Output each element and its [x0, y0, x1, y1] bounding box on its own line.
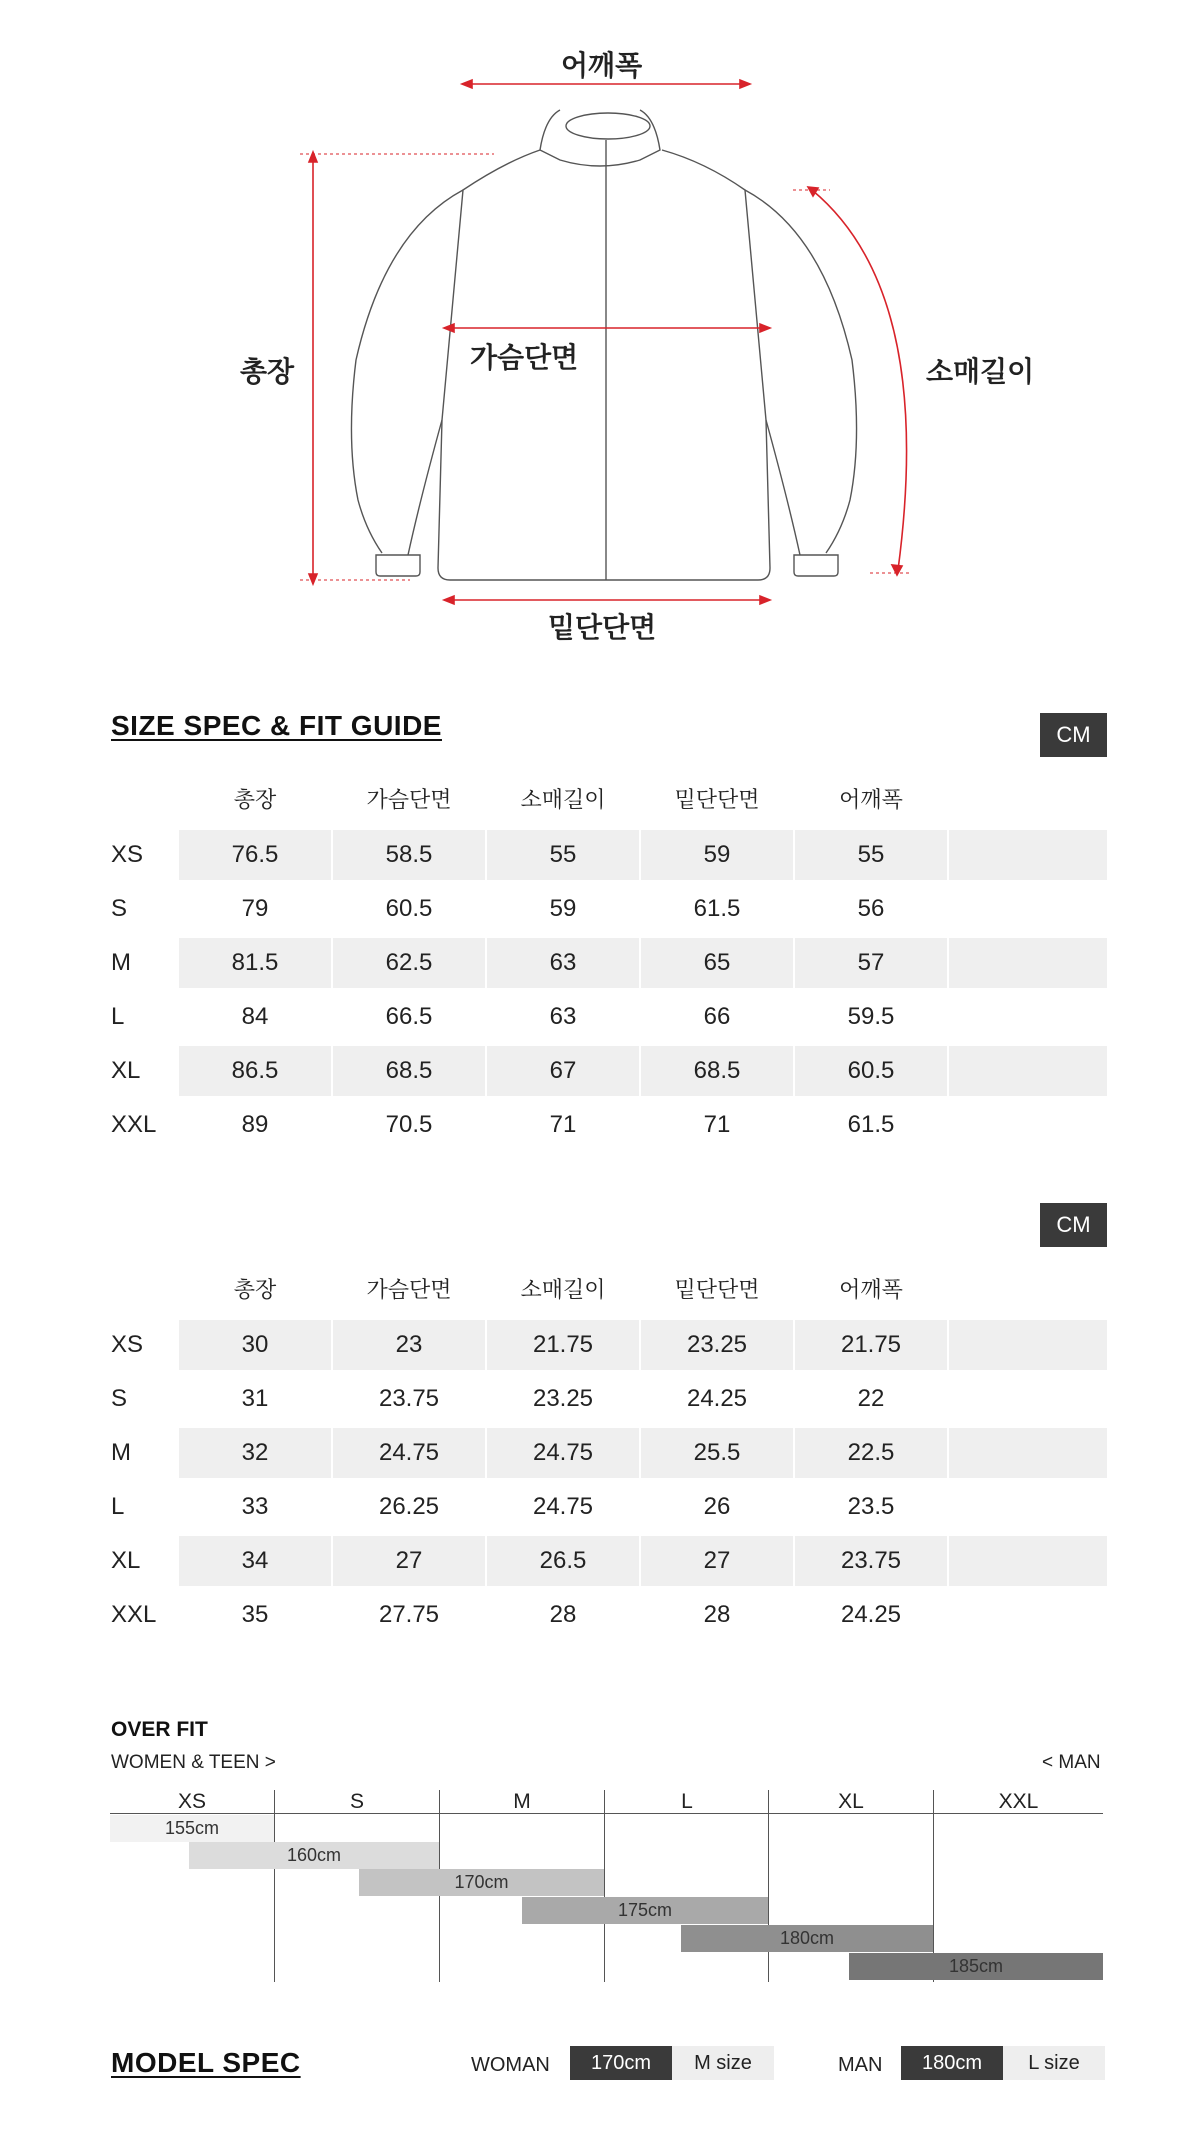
cell-total-length: 81.5 — [179, 938, 331, 988]
cell-chest: 27 — [333, 1536, 485, 1586]
row-size: XXL — [111, 1601, 157, 1628]
woman-size: M size — [672, 2046, 774, 2080]
table-row — [111, 1428, 1107, 1478]
table-row — [111, 1100, 1107, 1150]
cell-shoulder: 24.25 — [840, 1601, 902, 1628]
cell-sleeve: 26.5 — [487, 1536, 639, 1586]
row-size: XL — [111, 1057, 141, 1084]
cell-hem: 27 — [641, 1536, 793, 1586]
cell-total-length: 86.5 — [179, 1046, 331, 1096]
cell-hem: 26 — [703, 1493, 731, 1520]
cell-hem: 25.5 — [641, 1428, 793, 1478]
left-cuff — [376, 555, 420, 576]
cell-sleeve: 21.75 — [487, 1320, 639, 1370]
cell-chest: 27.75 — [378, 1601, 440, 1628]
size-table-cm-2 — [111, 1260, 1107, 1640]
cell-sleeve: 24.75 — [532, 1493, 594, 1520]
jacket-diagram — [0, 0, 1201, 660]
fit-bar-185: 185cm — [849, 1953, 1103, 1980]
cell-shoulder: 57 — [795, 938, 947, 988]
cell-total-length: 35 — [241, 1601, 269, 1628]
cell-shoulder: 55 — [795, 830, 947, 880]
cell-shoulder: 56 — [857, 895, 885, 922]
size-spec-title: SIZE SPEC & FIT GUIDE — [111, 710, 442, 741]
table-row — [111, 1590, 1107, 1640]
header-shoulder: 어깨폭 — [839, 787, 903, 813]
cell-total-length: 33 — [241, 1493, 269, 1520]
cell-sleeve: 23.25 — [532, 1385, 594, 1412]
cell-shoulder: 60.5 — [795, 1046, 947, 1096]
cell-sleeve: 63 — [549, 1003, 577, 1030]
cell-chest: 24.75 — [333, 1428, 485, 1478]
cell-chest: 23 — [333, 1320, 485, 1370]
right-cuff — [794, 555, 838, 576]
cell-hem: 66 — [703, 1003, 731, 1030]
cell-empty — [949, 830, 1107, 880]
cell-chest: 60.5 — [385, 895, 433, 922]
fit-bar-155: 155cm — [110, 1815, 274, 1842]
cell-chest: 62.5 — [333, 938, 485, 988]
row-size: L — [111, 1003, 125, 1030]
fit-bar-170: 170cm — [359, 1869, 604, 1896]
header-total-length: 총장 — [233, 1277, 277, 1303]
table-row — [111, 1046, 1107, 1096]
fit-divider — [274, 1790, 275, 1982]
cell-chest: 26.25 — [378, 1493, 440, 1520]
cell-sleeve: 55 — [487, 830, 639, 880]
table-header — [111, 770, 1107, 826]
fit-bar-180: 180cm — [681, 1925, 933, 1952]
cell-sleeve: 59 — [549, 895, 577, 922]
cell-hem: 68.5 — [641, 1046, 793, 1096]
cell-hem: 24.25 — [686, 1385, 748, 1412]
cell-shoulder: 22.5 — [795, 1428, 947, 1478]
row-size: M — [111, 949, 131, 976]
cell-shoulder: 61.5 — [847, 1111, 895, 1138]
cell-chest: 68.5 — [333, 1046, 485, 1096]
cell-hem: 65 — [641, 938, 793, 988]
table-row — [111, 1374, 1107, 1424]
cell-hem: 23.25 — [641, 1320, 793, 1370]
cell-total-length: 84 — [241, 1003, 269, 1030]
cell-sleeve: 28 — [549, 1601, 577, 1628]
chest-label: 가슴단면 — [470, 341, 579, 374]
fit-size-xl: XL — [838, 1790, 864, 1813]
header-total-length: 총장 — [233, 787, 277, 813]
cell-chest: 66.5 — [385, 1003, 433, 1030]
header-chest: 가슴단면 — [366, 1277, 452, 1303]
cell-total-length: 31 — [241, 1385, 269, 1412]
fit-size-l: L — [681, 1790, 693, 1813]
table-row — [111, 992, 1107, 1042]
collar-opening — [566, 113, 650, 139]
cell-empty — [949, 1536, 1107, 1586]
cell-hem: 28 — [703, 1601, 731, 1628]
unit-badge-cm: CM — [1040, 1203, 1107, 1247]
cell-shoulder: 23.5 — [847, 1493, 895, 1520]
cell-shoulder: 21.75 — [795, 1320, 947, 1370]
table-row — [111, 830, 1107, 880]
cell-shoulder: 23.75 — [795, 1536, 947, 1586]
fit-size-xs: XS — [177, 1790, 206, 1813]
fit-divider — [604, 1790, 605, 1982]
hem-label: 밑단단면 — [548, 611, 657, 644]
row-size: L — [111, 1493, 125, 1520]
table-row — [111, 1536, 1107, 1586]
total-length-label: 총장 — [240, 355, 295, 388]
table-row — [111, 884, 1107, 934]
table-header — [111, 1260, 1107, 1316]
woman-height: 170cm — [570, 2046, 672, 2080]
cell-hem: 59 — [641, 830, 793, 880]
fit-size-xxl: XXL — [998, 1790, 1039, 1813]
cell-chest: 58.5 — [333, 830, 485, 880]
cell-total-length: 34 — [179, 1536, 331, 1586]
fit-right-label: < MAN — [1042, 1752, 1101, 1773]
shoulder-label: 어깨폭 — [561, 49, 643, 82]
cell-sleeve: 71 — [549, 1111, 577, 1138]
header-sleeve: 소매길이 — [520, 787, 606, 813]
row-size: XXL — [111, 1111, 157, 1138]
cell-hem: 71 — [703, 1111, 731, 1138]
fit-size-s: S — [349, 1790, 364, 1813]
cell-total-length: 89 — [241, 1111, 269, 1138]
cell-shoulder: 59.5 — [847, 1003, 895, 1030]
cell-empty — [949, 1320, 1107, 1370]
fit-left-label: WOMEN & TEEN > — [111, 1752, 276, 1773]
jacket-outline — [0, 0, 1201, 660]
cell-chest: 70.5 — [385, 1111, 433, 1138]
cell-chest: 23.75 — [378, 1385, 440, 1412]
cell-total-length: 79 — [241, 895, 269, 922]
header-shoulder: 어깨폭 — [839, 1277, 903, 1303]
table-row — [111, 938, 1107, 988]
cell-shoulder: 22 — [857, 1385, 885, 1412]
cell-empty — [949, 1046, 1107, 1096]
fit-divider — [768, 1790, 769, 1982]
header-hem: 밑단단면 — [674, 1277, 760, 1303]
cell-empty — [949, 938, 1107, 988]
header-chest: 가슴단면 — [366, 787, 452, 813]
table-row — [111, 1482, 1107, 1532]
cell-total-length: 32 — [179, 1428, 331, 1478]
row-size: S — [111, 895, 128, 922]
row-size: XS — [111, 841, 144, 868]
row-size: M — [111, 1439, 131, 1466]
cell-hem: 61.5 — [693, 895, 741, 922]
man-height: 180cm — [901, 2046, 1003, 2080]
header-hem: 밑단단면 — [674, 787, 760, 813]
header-sleeve: 소매길이 — [520, 1277, 606, 1303]
cell-sleeve: 24.75 — [487, 1428, 639, 1478]
cell-sleeve: 67 — [487, 1046, 639, 1096]
cell-total-length: 30 — [179, 1320, 331, 1370]
model-spec-title: MODEL SPEC — [111, 2047, 301, 2078]
unit-badge-cm: CM — [1040, 713, 1107, 757]
fit-bar-160: 160cm — [189, 1842, 439, 1869]
row-size: XS — [111, 1331, 144, 1358]
row-size: S — [111, 1385, 128, 1412]
fit-title: OVER FIT — [111, 1718, 208, 1741]
sleeve-label: 소매길이 — [926, 355, 1035, 388]
cell-empty — [949, 1428, 1107, 1478]
table-row — [111, 1320, 1107, 1370]
man-size: L size — [1003, 2046, 1105, 2080]
size-table-cm — [111, 770, 1107, 1150]
row-size: XL — [111, 1547, 141, 1574]
cell-sleeve: 63 — [487, 938, 639, 988]
cell-total-length: 76.5 — [179, 830, 331, 880]
fit-bar-175: 175cm — [522, 1897, 768, 1924]
fit-size-m: M — [513, 1790, 531, 1813]
man-label: MAN — [838, 2054, 883, 2076]
woman-label: WOMAN — [471, 2054, 550, 2076]
